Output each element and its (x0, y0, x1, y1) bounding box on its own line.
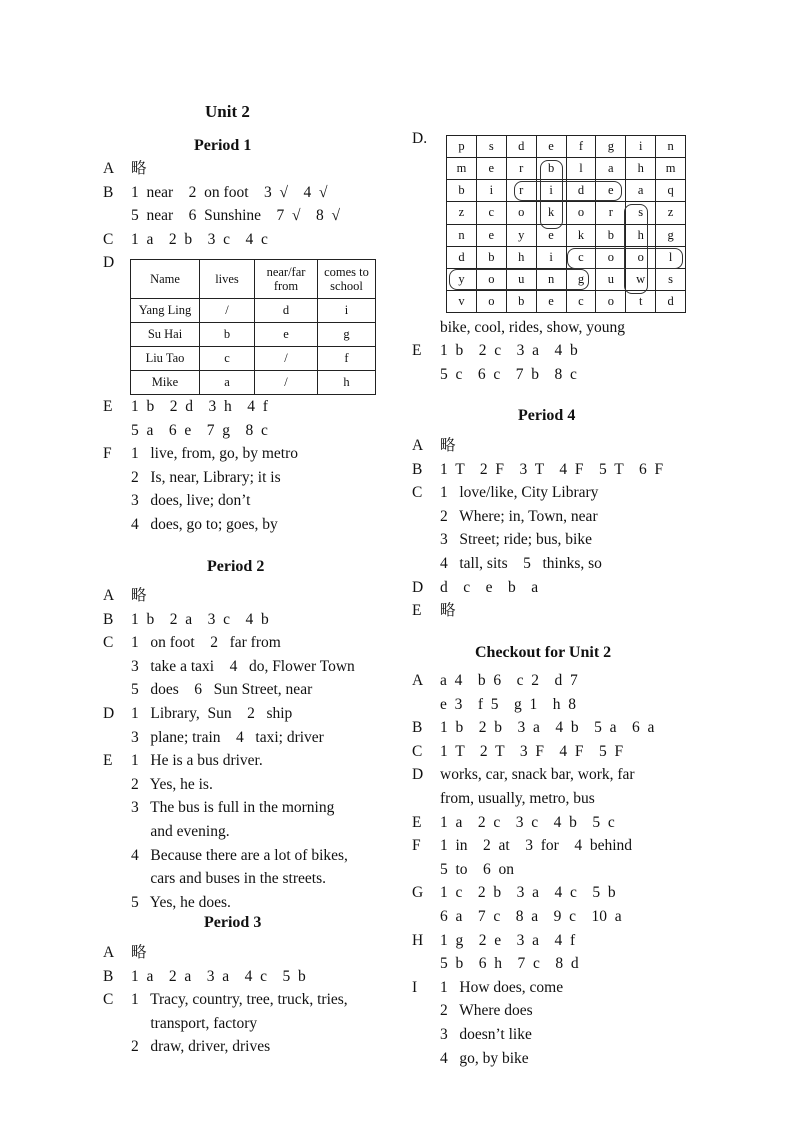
table-cell: f (318, 347, 376, 371)
grid-letter: b (447, 180, 477, 202)
grid-letter: h (626, 224, 656, 246)
answer-line: 3 The bus is full in the morning (131, 799, 335, 817)
grid-letter: f (566, 136, 596, 158)
grid-letter: i (626, 136, 656, 158)
grid-letter: w (626, 268, 656, 290)
answer-line: 5 Yes, he does. (131, 893, 231, 911)
answer-line: 3 does, live; don’t (131, 492, 251, 510)
grid-row (447, 202, 686, 224)
grid-letter: d (656, 290, 686, 312)
grid-letter: i (536, 246, 566, 268)
section-letter: E (412, 602, 422, 620)
grid-letter: q (656, 180, 686, 202)
table-cell: a (200, 371, 255, 395)
grid-letter: l (566, 158, 596, 180)
answer-line: 1 on foot 2 far from (131, 634, 281, 652)
section-letter: F (103, 445, 112, 463)
answer-line: a 4 b 6 c 2 d 7 (440, 672, 578, 689)
grid-letter: m (656, 158, 686, 180)
grid-letter: o (596, 246, 626, 268)
answer-line: 4 Because there are a lot of bikes, (131, 846, 348, 864)
period-3-title: Period 3 (204, 914, 262, 931)
circle-word-rides (514, 181, 622, 201)
period-1-title: Period 1 (194, 137, 252, 154)
answer-line: 1 Library, Sun 2 ship (131, 705, 293, 722)
section-letter: B (412, 719, 423, 737)
section-letter: A (103, 587, 115, 604)
answer-line: 6 a 7 c 8 a 9 c 10 a (440, 908, 622, 925)
table-cell: c (200, 347, 255, 371)
section-letter: B (103, 610, 114, 628)
section-letter: C (103, 991, 114, 1009)
grid-letter: g (596, 136, 626, 158)
answer-line: 1 b 2 d 3 h 4 f (131, 398, 268, 415)
answer-line: 1 g 2 e 3 a 4 f (440, 931, 576, 949)
answer-line: 2 Is, near, Library; it is (131, 468, 281, 486)
grid-letter: n (656, 136, 686, 158)
grid-letter: n (447, 224, 477, 246)
grid-letter: r (506, 158, 536, 180)
answer-line: 1 T 2 F 3 T 4 F 5 T 6 F (440, 460, 664, 478)
table-row (131, 347, 376, 371)
grid-letter: l (656, 246, 686, 268)
unit-title: Unit 2 (205, 102, 250, 121)
table-header: lives (200, 260, 255, 299)
answer-line: 略 (131, 587, 147, 604)
grid-letter: z (447, 202, 477, 224)
period-1-d-table (130, 259, 376, 395)
answer-line: 1 b 2 b 3 a 4 b 5 a 6 a (440, 719, 655, 737)
answer-line: cars and buses in the streets. (131, 870, 326, 888)
answer-line: 1 a 2 c 3 c 4 b 5 c (440, 813, 615, 831)
grid-letter: o (596, 290, 626, 312)
grid-letter: o (506, 202, 536, 224)
answer-line: 2 Where does (440, 1002, 533, 1020)
answer-line: 1 live, from, go, by metro (131, 445, 299, 463)
grid-letter: i (476, 180, 506, 202)
section-letter: A (412, 672, 424, 689)
answer-line: 5 near 6 Sunshine 7 √ 8 √ (131, 207, 341, 225)
period-2-title: Period 2 (207, 558, 265, 575)
grid-letter: a (596, 158, 626, 180)
grid-letter: g (566, 268, 596, 290)
grid-letter: p (447, 136, 477, 158)
grid-letter: g (656, 224, 686, 246)
answer-line: 2 Where; in, Town, near (440, 507, 598, 525)
section-letter: A (412, 437, 424, 454)
grid-letter: b (476, 246, 506, 268)
answer-line: 1 b 2 c 3 a 4 b (440, 342, 578, 359)
answer-line: 1 Tracy, country, tree, truck, tries, (131, 991, 348, 1009)
grid-letter: b (596, 224, 626, 246)
grid-letter: e (596, 180, 626, 202)
grid-letter: k (566, 224, 596, 246)
section-letter: A (103, 160, 115, 177)
section-letter: A (103, 944, 115, 961)
grid-letter: e (476, 224, 506, 246)
grid-letter: m (447, 158, 477, 180)
grid-row (447, 136, 686, 158)
answer-line: from, usually, metro, bus (440, 790, 595, 807)
grid-row (447, 224, 686, 246)
answer-line: 1 a 2 a 3 a 4 c 5 b (131, 967, 306, 985)
section-letter: C (412, 484, 423, 502)
grid-row (447, 290, 686, 312)
grid-letter: b (506, 290, 536, 312)
answer-line: 1 near 2 on foot 3 √ 4 √ (131, 183, 328, 201)
section-letter: F (412, 837, 421, 855)
section-letter: E (103, 752, 113, 770)
table-cell: / (255, 371, 318, 395)
answer-line: 3 doesn’t like (440, 1026, 532, 1043)
answer-line: 3 Street; ride; bus, bike (440, 531, 592, 549)
grid-row (447, 158, 686, 180)
answer-line: 2 Yes, he is. (131, 775, 213, 793)
table-header: comes to school (318, 260, 376, 299)
grid-letter: c (566, 290, 596, 312)
grid-letter: s (626, 202, 656, 224)
table-cell: Su Hai (131, 323, 200, 347)
section-letter: E (412, 342, 422, 359)
section-letter: B (103, 967, 114, 985)
section-letter: D (412, 578, 424, 596)
table-cell: Yang Ling (131, 299, 200, 323)
answer-line: 1 in 2 at 3 for 4 behind (440, 837, 633, 855)
table-header: near/far from (255, 260, 318, 299)
grid-letter: d (566, 180, 596, 202)
grid-letter: e (476, 158, 506, 180)
section-letter: E (103, 398, 113, 415)
grid-letter: t (626, 290, 656, 312)
answer-line: 1 a 2 b 3 c 4 c (131, 230, 268, 248)
grid-letter: i (536, 180, 566, 202)
table-row (131, 371, 376, 395)
checkout-title: Checkout for Unit 2 (475, 644, 612, 661)
table-cell: / (255, 347, 318, 371)
section-letter: G (412, 884, 424, 902)
grid-letter: d (447, 246, 477, 268)
section-letter: D (412, 766, 424, 784)
table-row (131, 323, 376, 347)
grid-letter: o (476, 268, 506, 290)
section-letter: B (103, 183, 114, 201)
section-letter: E (412, 813, 422, 831)
answer-line: 略 (440, 602, 456, 620)
table-cell: Mike (131, 371, 200, 395)
grid-letter: y (447, 268, 477, 290)
table-cell: e (255, 323, 318, 347)
answer-line: 1 b 2 a 3 c 4 b (131, 610, 269, 628)
answer-line: 1 T 2 T 3 F 4 F 5 F (440, 742, 624, 760)
section-letter: C (412, 742, 423, 760)
section-letter: C (103, 230, 114, 248)
grid-letter: y (506, 224, 536, 246)
period-4-title: Period 4 (518, 407, 576, 424)
grid-letter: o (626, 246, 656, 268)
grid-letter: e (536, 136, 566, 158)
word-search-words: bike, cool, rides, show, young (440, 319, 625, 336)
table-row (131, 299, 376, 323)
answer-line: works, car, snack bar, work, far (440, 766, 635, 784)
answer-line: 2 draw, driver, drives (131, 1038, 271, 1056)
table-header: Name (131, 260, 200, 299)
table-cell: / (200, 299, 255, 323)
table-cell: g (318, 323, 376, 347)
answer-line: 4 tall, sits 5 thinks, so (440, 555, 602, 572)
answer-line: 4 go, by bike (440, 1049, 529, 1067)
answer-line: 略 (440, 437, 456, 454)
grid-letter: c (476, 202, 506, 224)
section-letter: D (103, 254, 115, 272)
section-letter: C (103, 634, 114, 652)
answer-line: 1 love/like, City Library (440, 484, 599, 502)
grid-letter: r (506, 180, 536, 202)
answer-line: 1 He is a bus driver. (131, 752, 263, 770)
grid-letter: a (626, 180, 656, 202)
grid-letter: d (506, 136, 536, 158)
answer-line: 3 plane; train 4 taxi; driver (131, 728, 324, 746)
answer-line: 5 does 6 Sun Street, near (131, 681, 313, 699)
grid-letter: o (566, 202, 596, 224)
grid-letter: e (536, 224, 566, 246)
grid-letter: h (506, 246, 536, 268)
answer-line: 3 take a taxi 4 do, Flower Town (131, 657, 355, 675)
answer-line: 5 b 6 h 7 c 8 d (440, 955, 579, 973)
answer-line: 5 to 6 on (440, 860, 515, 878)
grid-letter: z (656, 202, 686, 224)
grid-letter: s (656, 268, 686, 290)
grid-letter: v (447, 290, 477, 312)
circle-word-young (449, 269, 589, 290)
section-letter: B (412, 460, 423, 478)
answer-line: 略 (131, 944, 147, 961)
answer-line: e 3 f 5 g 1 h 8 (440, 695, 577, 713)
grid-letter: r (596, 202, 626, 224)
answer-line: 5 c 6 c 7 b 8 c (440, 365, 577, 383)
table-cell: i (318, 299, 376, 323)
answer-line: and evening. (131, 823, 230, 840)
grid-letter: u (506, 268, 536, 290)
answer-line: d c e b a (440, 578, 539, 596)
answer-line: 5 a 6 e 7 g 8 c (131, 421, 268, 439)
grid-letter: n (536, 268, 566, 290)
section-letter: D (103, 705, 115, 722)
grid-letter: e (536, 290, 566, 312)
answer-line: 1 c 2 b 3 a 4 c 5 b (440, 884, 616, 902)
grid-letter: s (476, 136, 506, 158)
grid-letter: b (536, 158, 566, 180)
grid-letter: c (566, 246, 596, 268)
answer-line: 1 How does, come (440, 978, 564, 996)
section-letter: I (412, 978, 418, 996)
table-cell: d (255, 299, 318, 323)
circle-word-cool (567, 248, 683, 269)
section-letter: H (412, 931, 424, 949)
grid-letter: h (626, 158, 656, 180)
word-search-label: D. (412, 130, 428, 147)
grid-letter: o (476, 290, 506, 312)
answer-line: 略 (131, 160, 147, 177)
grid-letter: k (536, 202, 566, 224)
table-cell: Liu Tao (131, 347, 200, 371)
answer-line: transport, factory (131, 1014, 258, 1032)
table-cell: h (318, 371, 376, 395)
grid-letter: u (596, 268, 626, 290)
answer-line: 4 does, go to; goes, by (131, 516, 278, 533)
table-cell: b (200, 323, 255, 347)
